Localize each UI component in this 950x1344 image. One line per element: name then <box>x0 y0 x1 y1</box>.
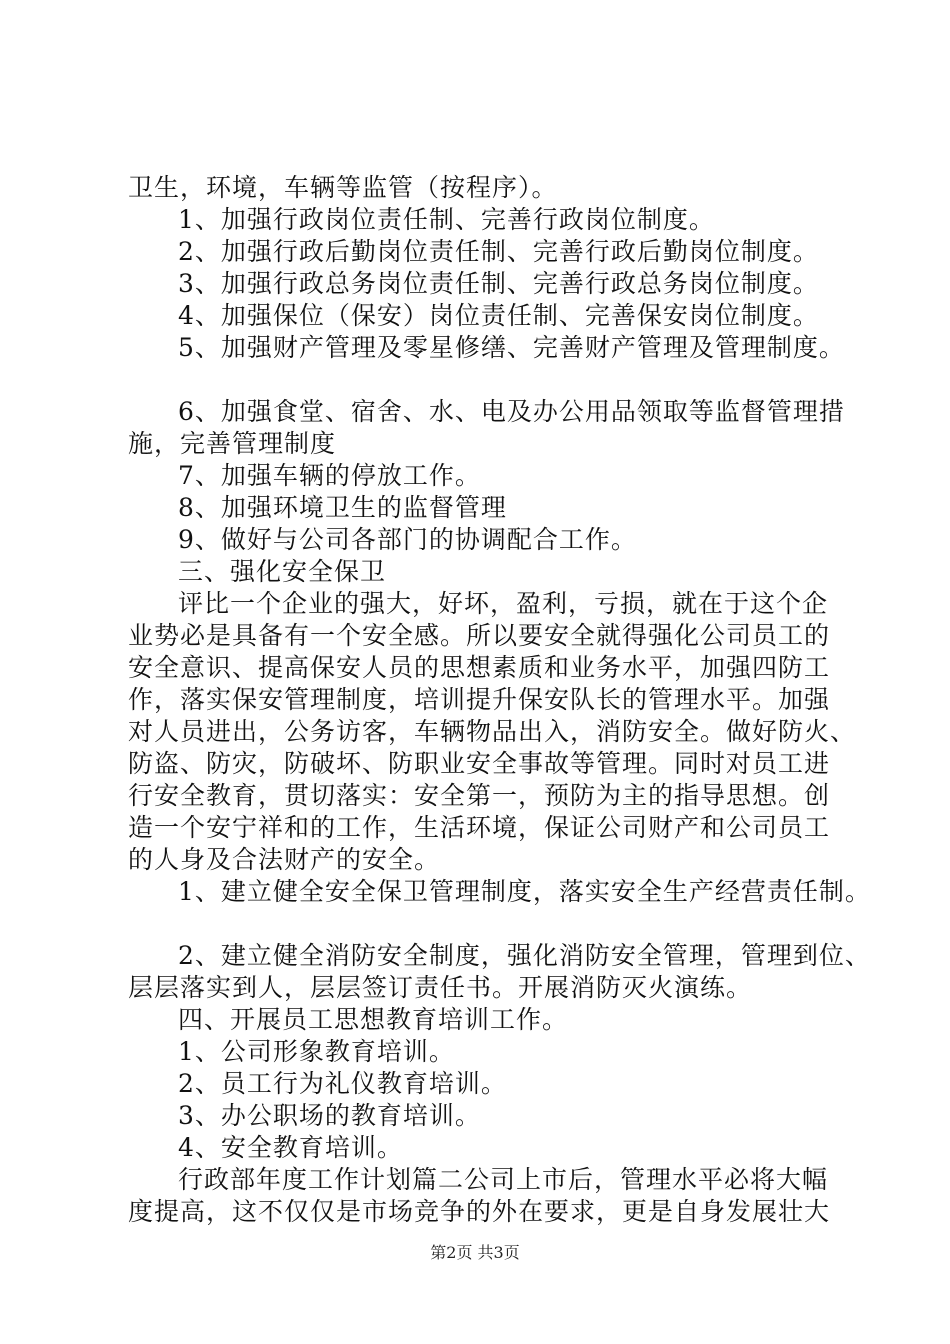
text-line-16: 作，落实保安管理制度，培训提升保安队长的管理水平。加强 <box>128 685 831 714</box>
section-heading-4: 四、开展员工思想教育培训工作。 <box>178 1005 569 1034</box>
page-footer: 第2页 共3页 <box>430 1243 520 1262</box>
text-line-27: 1、公司形象教育培训。 <box>178 1037 455 1066</box>
blank-line <box>128 364 858 396</box>
text-line-15: 安全意识、提高保安人员的思想素质和业务水平，加强四防工 <box>128 653 831 682</box>
text-line-1: 卫生，环境，车辆等监管（按程序）。 <box>128 173 558 202</box>
text-line-32: 度提高，这不仅仅是市场竞争的外在要求，更是自身发展壮大 <box>128 1197 831 1226</box>
text-line-9: 7、加强车辆的停放工作。 <box>178 461 481 490</box>
text-line-8: 施，完善管理制度 <box>128 429 337 458</box>
text-line-11: 9、做好与公司各部门的协调配合工作。 <box>178 525 637 554</box>
document-body <box>128 172 871 1228</box>
text-line-19: 行安全教育，贯切落实：安全第一，预防为主的指导思想。创 <box>128 781 831 810</box>
text-line-20: 造一个安宁祥和的工作，生活环境，保证公司财产和公司员工 <box>128 813 831 842</box>
text-line-3: 2、加强行政后勤岗位责任制、完善行政后勤岗位制度。 <box>178 237 819 266</box>
text-line-24: 2、建立健全消防安全制度，强化消防安全管理，管理到位、 <box>178 941 871 970</box>
text-line-5: 4、加强保位（保安）岗位责任制、完善保安岗位制度。 <box>178 301 819 330</box>
text-line-6: 5、加强财产管理及零星修缮、完善财产管理及管理制度。 <box>178 333 845 362</box>
text-line-17: 对人员进出，公务访客，车辆物品出入，消防安全。做好防火、 <box>128 717 857 746</box>
text-line-4: 3、加强行政总务岗位责任制、完善行政总务岗位制度。 <box>178 269 819 298</box>
blank-line <box>128 908 858 940</box>
text-line-28: 2、员工行为礼仪教育培训。 <box>178 1069 507 1098</box>
text-line-21: 的人身及合法财产的安全。 <box>128 845 441 874</box>
text-line-29: 3、办公职场的教育培训。 <box>178 1101 481 1130</box>
text-line-22: 1、建立健全安全保卫管理制度，落实安全生产经营责任制。 <box>178 877 871 906</box>
section-heading-3: 三、强化安全保卫 <box>178 557 387 586</box>
text-line-7: 6、加强食堂、宿舍、水、电及办公用品领取等监督管理措 <box>178 397 845 426</box>
text-line-30: 4、安全教育培训。 <box>178 1133 403 1162</box>
text-line-2: 1、加强行政岗位责任制、完善行政岗位制度。 <box>178 205 715 234</box>
text-line-31: 行政部年度工作计划篇二公司上市后，管理水平必将大幅 <box>178 1165 829 1194</box>
text-line-13: 评比一个企业的强大，好坏，盈利，亏损，就在于这个企 <box>178 589 829 618</box>
text-line-18: 防盗、防灾，防破坏、防职业安全事故等管理。同时对员工进 <box>128 749 831 778</box>
text-line-14: 业势必是具备有一个安全感。所以要安全就得强化公司员工的 <box>128 621 831 650</box>
text-line-25: 层层落实到人，层层签订责任书。开展消防灭火演练。 <box>128 973 753 1002</box>
text-line-10: 8、加强环境卫生的监督管理 <box>178 493 507 522</box>
